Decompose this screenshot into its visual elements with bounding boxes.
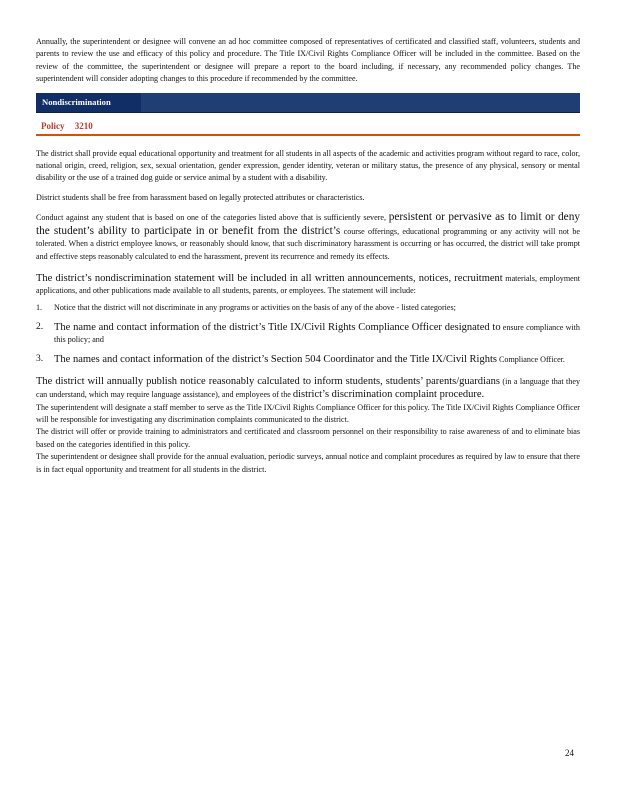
policy-divider — [36, 134, 580, 136]
conduct-paragraph — [36, 211, 580, 263]
list-number: 1. — [36, 302, 43, 312]
list-body — [54, 321, 580, 346]
policy-label — [36, 118, 580, 134]
section-heading-band — [36, 93, 580, 113]
statement-list — [36, 302, 580, 367]
closing-paragraph — [36, 375, 580, 402]
list-item — [36, 321, 580, 346]
list-lead: The names and contact information of the district’s Section 504 Coordinator and the Title IX/Civil Rights — [54, 354, 497, 366]
list-lead: The name and contact information of the district’s Title IX/Civil Rights Compliance Officer designated to — [54, 322, 501, 334]
list-body — [54, 353, 580, 366]
statement-body: materials, employment applications, and other publications made available to all students, parents, or employees. The statement will include: — [36, 274, 580, 296]
policy-word: Policy — [41, 120, 65, 131]
evaluation-paragraph: The superintendent or designee shall provide for the annual evaluation, periodic surveys, annual notice and complaint procedures as required by law to ensure that there is in fact equal opportunity and treatment for all students in the district. — [36, 452, 580, 474]
list-item — [36, 353, 580, 366]
closing-line-2: (in a language that they can understand, which may require language assistance), and employees of the — [36, 376, 580, 400]
list-number: 2. — [36, 322, 44, 333]
list-text: ensure compliance with this policy; and — [54, 323, 580, 345]
closing-line-3: district’s discrimination complaint procedure. — [292, 389, 485, 401]
statement-paragraph — [36, 272, 580, 298]
document-page — [36, 36, 580, 476]
training-paragraph: The district will offer or provide training to administrators and certificated and classroom personnel on their responsibility to raise awareness of and to eliminate bias based on the categories identified in this policy. — [36, 427, 580, 449]
committee-paragraph: Annually, the superintendent or designee will convene an ad hoc committee composed of representatives of certificated and classified staff, volunteers, students and parents to review the use and efficacy of this policy and procedure. The Title IX/Civil Rights Compliance Officer will be included in the committee. Based on the review of the committee, the superintendent or designee will prepare a report to the board including, if necessary, any recommended policy changes. The superintendent will consider adopting changes to this procedure if recommended by the committee. — [36, 37, 580, 84]
officer-paragraph: The superintendent will designate a staff member to serve as the Title IX/Civil Rights Compliance Officer for this policy. The Title IX/Civil Rights Compliance Officer will be responsible for investigating any discrimination complaints communicated to the district. — [36, 402, 580, 424]
list-item — [36, 302, 580, 314]
conduct-line-1: Conduct against any student that is based on one of the categories listed above that is sufficiently severe, — [36, 213, 387, 223]
section-heading: Nondiscrimination — [36, 93, 141, 112]
list-number: 3. — [36, 354, 44, 365]
statement-lead: The district’s nondiscrimination statement will be included in all written announcements, notices, recruitment — [36, 273, 503, 285]
closing-line-1: The district will annually publish notice reasonably calculated to inform students, students’ parents/guardians — [36, 375, 500, 387]
conduct-line-2: persistent or pervasive as to limit or deny the student’s ability to participate in or benefit from the district’s — [36, 211, 580, 237]
conduct-line-3: course offerings, educational programming or any activity will not be tolerated. When a district employee knows, or reasonably should know, that such discriminatory harassment is occurring or has occurred, the district will take prompt and effective steps reasonably calculated to end the harassment, prevent its recurrence and remedy its effects. — [36, 226, 580, 261]
list-text: Compliance Officer. — [499, 355, 565, 365]
harassment-free-paragraph: District students shall be free from harassment based on legally protected attributes or characteristics. — [36, 192, 365, 202]
list-text: Notice that the district will not discriminate in any programs or activities on the basis of any of the above - listed categories; — [54, 302, 456, 312]
policy-number: 3210 — [74, 120, 93, 131]
equal-opportunity-paragraph: The district shall provide equal educational opportunity and treatment for all students in all aspects of the academic and activities program without regard to race, color, national origin, creed, religion, sex, sexual orientation, gender expression, gender identity, veteran or military status, the presence of any physical, sensory or mental disability or the use of a trained dog guide or service animal by a student with a disability. — [36, 148, 580, 183]
page-number: 24 — [565, 748, 574, 758]
